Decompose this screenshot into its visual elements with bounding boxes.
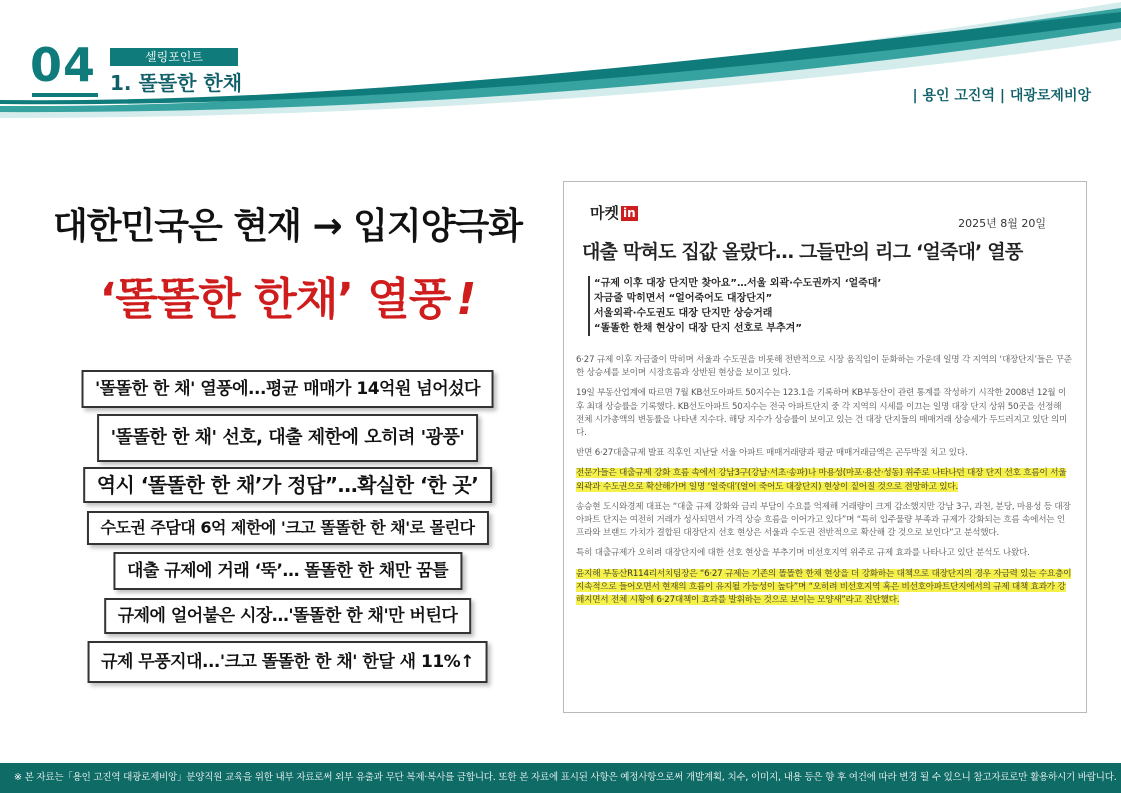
headline-line2-text: ‘똘똘한 한채’ 열풍 — [99, 274, 451, 325]
article-paragraph: 6·27 규제 이후 자금줄이 막히며 서울과 수도권을 비롯해 전반적으로 시장 움직임이 둔화하는 가운데 일명 각 지역의 ‘대장단지’들은 꾸준한 상승세를 보이며 시장흐름과 상반된 현상을 보이고 있다. — [576, 355, 1072, 379]
section-number: 04 — [30, 38, 97, 92]
news-headline-box: 규제에 얼어붙은 시장…'똘똘한 한 채'만 버틴다 — [104, 598, 472, 634]
article-logo — [590, 202, 638, 223]
headline-line1: 대한민국은 현재 → 입지양극화 — [52, 206, 523, 247]
news-headline-box: 대출 규제에 거래 ‘뚝’… 똘똘한 한 채만 꿈틀 — [113, 552, 462, 590]
news-headline-box: 수도권 주담대 6억 제한에 '크고 똘똘한 한 채'로 몰린다 — [86, 511, 488, 545]
article-subtitles — [588, 276, 894, 336]
brand-name: | 대광로제비앙 — [999, 88, 1091, 104]
article-subtitle: “똘똘한 한채 현상이 대장 단지 선호로 부추겨” — [594, 323, 802, 334]
article-paragraph: 송승현 도시와경제 대표는 “대출 규제 강화와 금리 부담이 수요를 억제해 거래량이 크게 감소했지만 강남 3구, 과천, 분당, 마용성 등 대장 아파트 단지는 여전히 거래가 성사되면서 가격 상승 흐름을 이어가고 있다”며 “특히 입주물량 부족과 규제가 강화되는 흐름 속에서는 인프라와 브랜드 가치가 결합된 대장단지 선호 현상은 서울과 수도권 전반적으로 확산해 갈 것으로 보인다”고 분석했다. — [576, 501, 1071, 539]
article-subtitle: 자금줄 막히면서 “얼어죽어도 대장단지” — [594, 293, 773, 304]
section-badge: 셀링포인트 — [110, 48, 238, 66]
brand-location: | 용인 고진역 — [912, 88, 995, 104]
brand-label — [913, 86, 1092, 106]
article-clipping — [563, 181, 1087, 713]
article-paragraph: 반면 6·27대출규제 발표 직후인 지난달 서울 아파트 매매거래량과 평균 매매거래금액은 곤두박질 치고 있다. — [576, 448, 968, 459]
news-headline-box: '똘똘한 한 채' 열풍에...평균 매매가 14억원 넘어섰다 — [81, 370, 494, 408]
news-headline-box: 규제 무풍지대...'크고 똘똘한 한 채' 한달 새 11%↑ — [87, 641, 488, 683]
footer-bar — [0, 763, 1121, 793]
article-title: 대출 막혀도 집값 올랐다… 그들만의 리그 ‘얼죽대’ 열풍 — [582, 241, 1023, 263]
highlighted-text: 전문가들은 대출규제 강화 흐름 속에서 강남3구(강남·서초·송파)나 마용성(마포·용산·성동) 위주로 나타나던 대장 단지 선호 흐름이 서울 외곽과 수도권으로 확산해가며 일명 ‘얼죽대’(얼어 죽어도 대장단지) 현상이 짙어질 것으로 전망하고 있다. — [576, 468, 1067, 492]
highlighted-text: 윤지해 부동산R114리서치팀장은 “6·27 규제는 기존의 똘똘한 한채 현상을 더 강화하는 대책으로 대장단지의 경우 자금력 있는 수요층이 지속적으로 들어오면서 현재의 흐름이 유지될 가능성이 높다”며 “오히려 비선호지역 혹은 비선호아파트단지에서의 규제 대책 효과가 강해지면서 전체 시황에 6·27대책이 효과를 발휘하는 것으로 보이는 모양새”라고 진단했다. — [576, 568, 1072, 606]
article-paragraph: 특히 대출규제가 오히려 대장단지에 대한 선호 현상을 부추기며 비선호지역 위주로 규제 효과를 나타나고 있단 분석도 나왔다. — [576, 548, 1030, 559]
section-title: 1. 똘똘한 한채 — [110, 71, 243, 95]
article-logo-text: 마켓 — [590, 204, 619, 222]
article-subtitle: “규제 이후 대장 단지만 찾아요”…서울 외곽·수도권까지 ‘얼죽대’ — [594, 278, 882, 289]
article-paragraph: 19일 부동산업계에 따르면 7월 KB선도아파트 50지수는 123.1을 기록하며 KB부동산이 관련 통계를 작성하기 시작한 2008년 12월 이후 최대 상승률을 기록했다. KB선도아파트 50지수는 전국 아파트단지 중 각 지역의 시세를 이끄는 일명 대장 단지 상위 50곳을 선정해 전체 시가총액의 변동률을 나타낸 지수다. 해당 지수가 상승률이 보이고 있는 건 대장 단지들의 매매거래 상승세가 두드러지고 있단 의미다. — [576, 388, 1068, 439]
article-paragraph-highlighted — [576, 568, 1072, 608]
news-headline-box: 역시 ‘똘똘한 한 채’가 정답”…확실한 ‘한 곳’ — [83, 467, 493, 503]
article-body — [576, 354, 1072, 614]
article-date: 2025년 8월 20일 — [958, 217, 1046, 230]
article-logo-badge: in — [622, 206, 636, 220]
footer-disclaimer: ※ 본 자료는「용인 고진역 대광로제비앙」분양직원 교육을 위한 내부 자료로써 외부 유출과 무단 복제·복사를 금합니다. 또한 본 자료에 표시된 사항은 예정사항으로써 개발계획, 치수, 이미지, 내용 등은 향 후 여건에 따라 변경 될 수 있으니 참고자료로만 활용하시기 바랍니다. — [14, 772, 1117, 783]
article-paragraph-highlighted — [576, 467, 1072, 493]
news-headline-box: '똘똘한 한 채' 선호, 대출 제한에 오히려 '광풍' — [97, 414, 479, 462]
article-subtitle: 서울외곽·수도권도 대장 단지만 상승거래 — [594, 308, 773, 319]
headline-exclamation: ! — [456, 274, 476, 325]
